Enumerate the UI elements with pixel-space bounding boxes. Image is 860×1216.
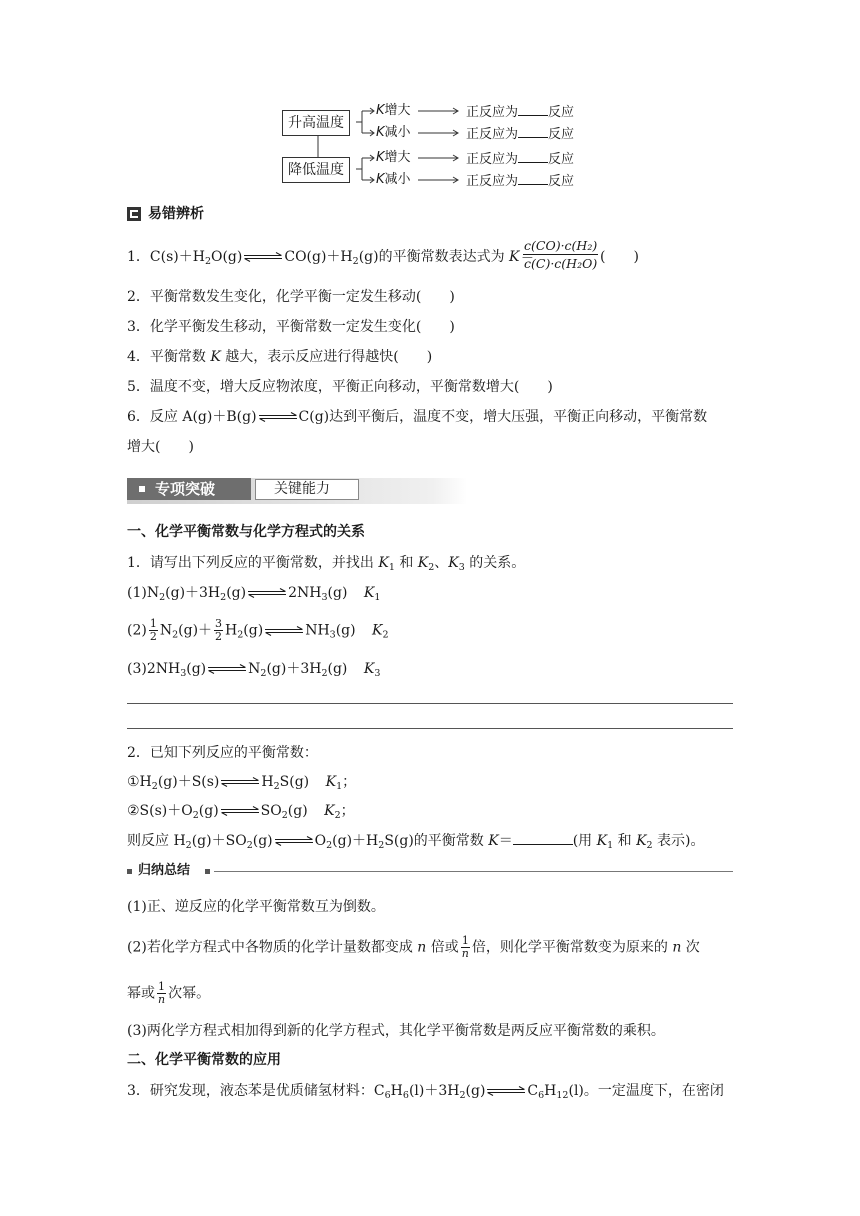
reaction-3: $(3)2NH_3(g)$ $N_2(g)+3H_2(g)$ $K_3$ [127,661,381,679]
k-decrease-2: K减小 [376,172,411,187]
error-q3: 3．化学平衡发生移动，平衡常数一定发生变化( ) [127,319,455,335]
summary-item-2-line2: 幂或 $\frac{1}{n}$ 次幂。 [127,980,211,1006]
summary-item-1: (1)正、逆反应的化学平衡常数互为倒数。 [127,899,385,915]
result-1: 正反应为 反应 [466,101,574,123]
section-banner [127,478,467,504]
equilibrium-arrow [247,588,287,598]
summary-item-2: (2)若化学方程式中各物质的化学计量数都变成 n 倍或 $\frac{1}{n}$ 倍，则化学平衡常数变为原来的 n 次 [127,934,700,960]
equilibrium-arrow [258,412,298,422]
equilibrium-arrow [220,777,260,787]
error-q5: 5．温度不变，增大反应物浓度，平衡正向移动，平衡常数增大( ) [127,379,553,395]
error-q1: 1．$C(s)+H_2O(g)$ $CO(g)+H_2(g)$的平衡常数表达式为 K＝ [127,249,534,267]
section-icon [127,207,141,221]
answer-blank [513,830,573,845]
summary-item-3: (3)两化学方程式相加得到新的化学方程式，其化学平衡常数是两反应平衡常数的乘积。 [127,1023,665,1039]
equilibrium-arrow [243,252,283,262]
summary-square-icon [127,869,132,874]
equilibrium-arrow [274,836,314,846]
banner-left-block [127,478,251,500]
k-increase-2: K增大 [376,150,411,165]
summary-divider [214,871,733,872]
error-section-title: 易错辨析 [148,206,204,222]
k-decrease-1: K减小 [376,125,411,140]
summary-title: 归纳总结 [138,863,191,878]
lower-temp-box: 降低温度 [282,157,350,183]
error-q1-paren: ( ) [600,249,639,265]
equilibrium-arrow [207,664,247,674]
banner-right-block [255,479,359,500]
result-4: 正反应为 反应 [466,170,574,192]
reaction-2: (2) $\frac{1}{2}$ $N_2(g)+$ $\frac{3}{2}$ $H_2(g)$ $NH_3(g)$ $K_2$ [127,617,389,643]
error-q6-line2: 增大( ) [127,439,194,455]
error-q1-fraction: $\frac{\text{c(CO)·c(H₂)}}{\text{c(C)·c(H₂O)}}$ [524,238,598,271]
part2-heading: 二、化学平衡常数的应用 [127,1052,281,1068]
banner-left-label: 专项突破 [155,480,216,498]
part2-q3: 3．研究发现，液态苯是优质储氢材料：$C_6H_6(l)+3H_2(g)$ $C_6H_{12}(l)$。一定温度下，在密闭 [127,1083,724,1101]
error-q2: 2．平衡常数发生变化，化学平衡一定发生移动( ) [127,289,455,305]
banner-right-label: 关键能力 [274,481,330,497]
equation-2: $②S(s)+O_2(g)$ $SO_2(g)$ $K_2$； [127,803,355,821]
part1-q2-intro: 2．已知下列反应的平衡常数： [127,745,318,761]
part1-heading: 一、化学平衡常数与化学方程式的关系 [127,524,365,540]
part1-q1-intro: 1．请写出下列反应的平衡常数，并找出 $K_1$ 和 $K_2$、$K_3$ 的关系。 [127,555,526,573]
banner-square-icon [139,486,145,492]
answer-line-2 [127,728,733,729]
k-increase-1: K增大 [376,103,411,118]
answer-line-1 [127,703,733,704]
part1-q2-ask: 则反应 $H_2(g)+SO_2(g)$ $O_2(g)+H_2S(g)$的平衡常数 K＝ (用 $K_1$ 和 $K_2$ 表示)。 [127,830,705,851]
summary-square-icon-right [205,869,210,874]
error-q6: 6．反应 A(g)＋B(g) C(g)达到平衡后，温度不变，增大压强，平衡正向移动，平衡常数 [127,409,708,425]
raise-temp-box: 升高温度 [282,110,350,136]
equilibrium-arrow [486,1086,526,1096]
equilibrium-arrow [220,806,260,816]
result-2: 正反应为 反应 [466,123,574,145]
result-3: 正反应为 反应 [466,148,574,170]
error-q4: 4．平衡常数 K 越大，表示反应进行得越快( ) [127,349,433,365]
equation-1: $①H_2(g)+S(s)$ $H_2S(g)$ $K_1$； [127,774,357,792]
equilibrium-arrow [264,626,304,636]
reaction-1: $(1)N_2(g)+3H_2(g)$ $2NH_3(g)$ $K_1$ [127,585,381,603]
